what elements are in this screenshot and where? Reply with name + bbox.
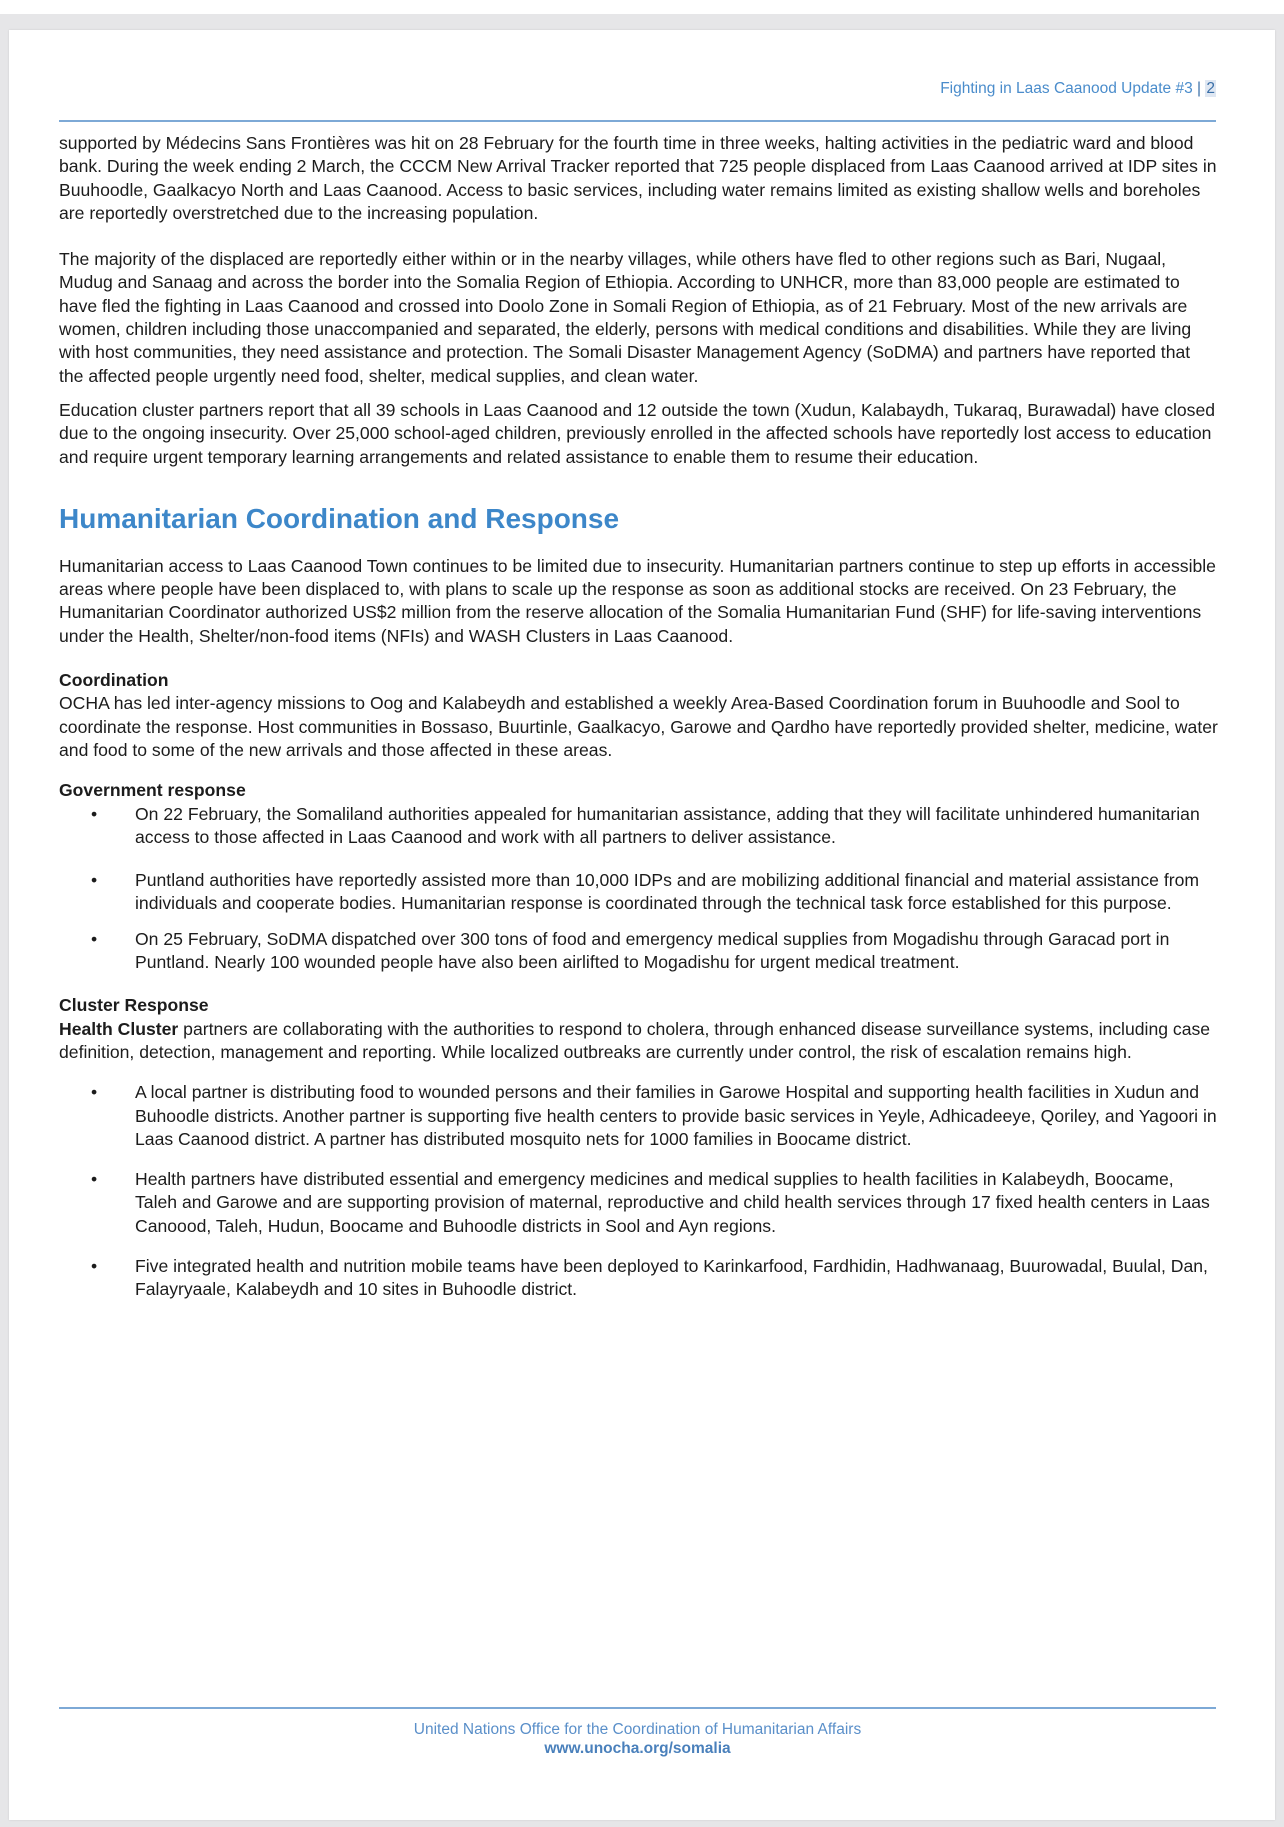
- section-heading: Humanitarian Coordination and Response: [59, 502, 620, 534]
- paragraph-displacement: The majority of the displaced are reportedly either within or in the nearby villages, while others have fled to other regions such as Bari, Nugaal, Mudug and Sanaag and across the border into the Somalia Region of Ethiopia. According to UNHCR, more than 83,000 people are estimated to have fled the fighting in Laas Caanood and crossed into Doolo Zone in Somali Region of Ethiopia, as of 21 February. Most of the new arrivals are women, children including those unaccompanied and separated, the elderly, persons with medical conditions and disabilities. While they are living with host communities, they need assistance and protection. The Somali Disaster Management Agency (SoDMA) and partners have reported that the affected people urgently need food, shelter, medical supplies, and clean water.: [59, 249, 1192, 386]
- bullet-icon: •: [91, 870, 98, 891]
- list-item-text: Health partners have distributed essential and emergency medicines and medical supplies to health facilities in Kalabeydh, Boocame, Taleh and Garowe and are supporting provision of maternal, reproductive and child health services through 17 fixed health centers in Laas Canoood, Taleh, Hudun, Boocame and Buhoodle districts in Sool and Ayn regions.: [135, 1169, 1210, 1236]
- list-item: [59, 803, 1219, 850]
- coordination-text: OCHA has led inter-agency missions to Oog and Kalabeydh and established a weekly Area-Based Coordination forum in Buuhoodle and Sool to coordinate the response. Host communities in Bossaso, Buurtinle, Gaalkacyo, Garowe and Qardho have reportedly provided shelter, medicine, water and food to some of the new arrivals and those affected in these areas.: [59, 693, 1218, 760]
- bullet-icon: •: [91, 1082, 98, 1103]
- header-separator: |: [1197, 80, 1202, 97]
- list-item-text: On 22 February, the Somaliland authorities appealed for humanitarian assistance, adding that they will facilitate unhindered humanitarian access to those affected in Laas Caanood and work with all partners to deliver assistance.: [135, 803, 1200, 847]
- list-item: [59, 1255, 1219, 1302]
- government-list: [59, 803, 1219, 975]
- list-item: [59, 1168, 1219, 1238]
- list-item-text: Five integrated health and nutrition mobile teams have been deployed to Karinkarfood, Fardhidin, Hadhwanaag, Buurowadal, Buulal, Dan, Falayryaale, Kalabeydh and 10 sites in Buhoodle district.: [135, 1255, 1208, 1300]
- health-cluster-paragraph: [59, 1018, 1219, 1065]
- bullet-icon: •: [91, 1255, 98, 1276]
- list-item-text: A local partner is distributing food to wounded persons and their families in Garowe Hospital and supporting health facilities in Xudun and Buhoodle districts. Another partner is supporting five health centers to provide basic services in Yeyle, Adhicadeeye, Qoriley, and Yagoori in Laas Caanood district. A partner has distributed mosquito nets for 1000 families in Boocame district.: [135, 1082, 1217, 1149]
- bullet-icon: •: [91, 928, 98, 949]
- bullet-icon: •: [91, 803, 98, 824]
- list-item-text: On 25 February, SoDMA dispatched over 300 tons of food and emergency medical supplies from Mogadishu through Garacad port in Puntland. Nearly 100 wounded people have also been airlifted to Mogadishu for urgent medical treatment.: [135, 928, 1170, 973]
- header-rule: [59, 120, 1216, 122]
- footer-url[interactable]: www.unocha.org/somalia: [544, 1740, 731, 1757]
- page-header: [59, 80, 1216, 98]
- bullet-icon: •: [91, 1169, 98, 1190]
- cluster-heading: Cluster Response: [59, 995, 209, 1016]
- cluster-list: [59, 1081, 1219, 1301]
- footer-rule: [59, 1707, 1216, 1709]
- document-body: [59, 132, 1219, 1302]
- viewer-top-bar: [0, 0, 1284, 14]
- health-cluster-label: Health Cluster: [59, 1018, 179, 1039]
- coordination-heading: Coordination: [59, 670, 169, 691]
- list-item: [59, 869, 1219, 916]
- footer-org: United Nations Office for the Coordination of Humanitarian Affairs: [413, 1721, 862, 1738]
- government-heading: Government response: [59, 780, 246, 801]
- section-intro: Humanitarian access to Laas Caanood Town continues to be limited due to insecurity. Humanitarian partners continue to step up efforts in accessible areas where people have been displaced to, with plans to scale up the response as soon as additional stocks are received. On 23 February, the Humanitarian Coordinator authorized US$2 million from the reserve allocation of the Somalia Humanitarian Fund (SHF) for life-saving interventions under the Health, Shelter/non-food items (NFIs) and WASH Clusters in Laas Caanood.: [59, 555, 1216, 646]
- header-title: Fighting in Laas Caanood Update #3: [940, 80, 1193, 97]
- list-item: [59, 928, 1219, 975]
- page-footer: [59, 1720, 1216, 1758]
- paragraph-education: Education cluster partners report that all 39 schools in Laas Caanood and 12 outside the town (Xudun, Kalabaydh, Tukaraq, Burawadal) have closed due to the ongoing insecurity. Over 25,000 school-aged children, previously enrolled in the affected schools have reportedly lost access to education and require urgent temporary learning arrangements and related assistance to enable them to resume their education.: [59, 399, 1216, 467]
- health-cluster-text: partners are collaborating with the authorities to respond to cholera, through enhanced disease surveillance systems, including case definition, detection, management and reporting. While localized outbreaks are currently under control, the risk of escalation remains high.: [59, 1018, 1211, 1062]
- list-item-text: Puntland authorities have reportedly assisted more than 10,000 IDPs and are mobilizing additional financial and material assistance from individuals and cooperate bodies. Humanitarian response is coordinated through the technical task force established for this purpose.: [135, 870, 1200, 914]
- list-item: [59, 1081, 1219, 1151]
- page-number: 2: [1206, 80, 1215, 97]
- paragraph-continued: supported by Médecins Sans Frontières was hit on 28 February for the fourth time in three weeks, halting activities in the pediatric ward and blood bank. During the week ending 2 March, the CCCM New Arrival Tracker reported that 725 people displaced from Laas Caanood arrived at IDP sites in Buuhoodle, Gaalkacyo North and Laas Caanood. Access to basic services, including water remains limited as existing shallow wells and boreholes are reportedly overstretched due to the increasing population.: [59, 133, 1217, 223]
